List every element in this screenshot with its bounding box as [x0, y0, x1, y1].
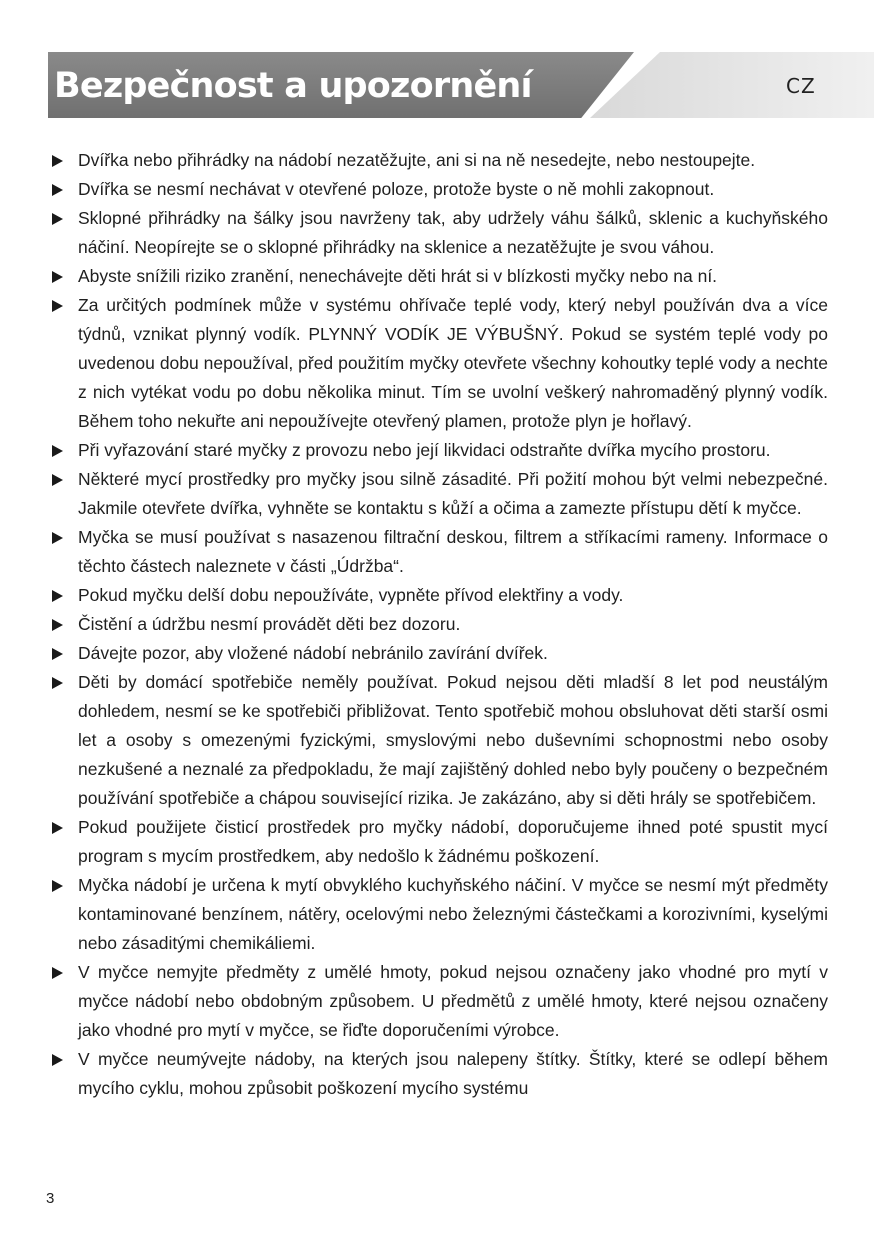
- list-item: [50, 581, 828, 610]
- triangle-bullet-icon: [52, 822, 63, 834]
- list-item-text: Pokud použijete čisticí prostředek pro myčky nádobí, doporučujeme ihned poté spustit mycí program s mycím prostředkem, aby nedošlo k žádnému poškození.: [78, 817, 828, 866]
- list-item: [50, 668, 828, 813]
- triangle-bullet-icon: [52, 271, 63, 283]
- list-item: [50, 813, 828, 871]
- list-item-text: Myčka se musí používat s nasazenou filtrační deskou, filtrem a stříkacími rameny. Informace o těchto částech naleznete v části „Údržba“.: [78, 527, 828, 576]
- triangle-bullet-icon: [52, 590, 63, 602]
- list-item: [50, 436, 828, 465]
- triangle-bullet-icon: [52, 1054, 63, 1066]
- list-item-text: Sklopné přihrádky na šálky jsou navrženy tak, aby udržely váhu šálků, sklenic a kuchyňského náčiní. Neopírejte se o sklopné přihrádky na sklenice a nezatěžujte je svou váhou.: [78, 208, 828, 257]
- header-gray-band: [590, 52, 874, 118]
- list-item: [50, 262, 828, 291]
- list-item-text: Dávejte pozor, aby vložené nádobí nebránilo zavírání dvířek.: [78, 643, 548, 663]
- list-item-text: Děti by domácí spotřebiče neměly používat. Pokud nejsou děti mladší 8 let pod neustálým dohledem, nesmí se ke spotřebiči přibližovat. Tento spotřebič mohou obsluhovat děti starší osmi let a osoby s omezenými fyzickými, smyslovými nebo duševními schopnostmi nebo osoby nezkušené a neznalé za předpokladu, že mají zajištěný dohled nebo byly poučeny o bezpečném používání spotřebiče a chápou související rizika. Je zakázáno, aby si děti hrály se spotřebičem.: [78, 672, 828, 808]
- language-label: CZ: [786, 74, 816, 98]
- triangle-bullet-icon: [52, 677, 63, 689]
- list-item: [50, 146, 828, 175]
- triangle-bullet-icon: [52, 880, 63, 892]
- list-item-text: Při vyřazování staré myčky z provozu nebo její likvidaci odstraňte dvířka mycího prostoru.: [78, 440, 771, 460]
- list-item-text: Myčka nádobí je určena k mytí obvyklého kuchyňského náčiní. V myčce se nesmí mýt předměty kontaminované benzínem, nátěry, ocelovými nebo železnými částečkami a korozivními, kyselými nebo zásaditými chemikáliemi.: [78, 875, 828, 953]
- triangle-bullet-icon: [52, 474, 63, 486]
- list-item: [50, 523, 828, 581]
- triangle-bullet-icon: [52, 532, 63, 544]
- triangle-bullet-icon: [52, 213, 63, 225]
- triangle-bullet-icon: [52, 619, 63, 631]
- list-item-text: Za určitých podmínek může v systému ohřívače teplé vody, který nebyl používán dva a více týdnů, vznikat plynný vodík. PLYNNÝ VODÍK JE VÝBUŠNÝ. Pokud se systém teplé vody po uvedenou dobu nepoužíval, před použitím myčky otevřete všechny kohoutky teplé vody a nechte z nich vytékat vodu po dobu několika minut. Tím se uvolní veškerý nahromaděný plynný vodík. Během toho nekuřte ani nepoužívejte otevřený plamen, protože plyn je hořlavý.: [78, 295, 828, 431]
- list-item-text: Pokud myčku delší dobu nepoužíváte, vypněte přívod elektřiny a vody.: [78, 585, 624, 605]
- triangle-bullet-icon: [52, 184, 63, 196]
- list-item: [50, 465, 828, 523]
- page-number: 3: [46, 1190, 55, 1207]
- list-item: [50, 204, 828, 262]
- list-item: [50, 610, 828, 639]
- list-item: [50, 871, 828, 958]
- list-item: [50, 1045, 828, 1103]
- list-item-text: V myčce nemyjte předměty z umělé hmoty, pokud nejsou označeny jako vhodné pro mytí v myčce nádobí nebo obdobným způsobem. U předmětů z umělé hmoty, které nejsou označeny jako vhodné pro mytí v myčce, se řiďte doporučeními výrobce.: [78, 962, 828, 1040]
- warning-list: [50, 146, 828, 1103]
- triangle-bullet-icon: [52, 648, 63, 660]
- triangle-bullet-icon: [52, 967, 63, 979]
- page-title: Bezpečnost a upozornění: [54, 66, 532, 106]
- list-item-text: V myčce neumývejte nádoby, na kterých jsou nalepeny štítky. Štítky, které se odlepí během mycího cyklu, mohou způsobit poškození mycího systému: [78, 1049, 828, 1098]
- list-item-text: Dvířka nebo přihrádky na nádobí nezatěžujte, ani si na ně nesedejte, nebo nestoupejte.: [78, 150, 756, 170]
- list-item: [50, 291, 828, 436]
- triangle-bullet-icon: [52, 445, 63, 457]
- list-item: [50, 639, 828, 668]
- list-item: [50, 958, 828, 1045]
- list-item-text: Abyste snížili riziko zranění, nenechávejte děti hrát si v blízkosti myčky nebo na ní.: [78, 266, 718, 286]
- list-item-text: Dvířka se nesmí nechávat v otevřené poloze, protože byste o ně mohli zakopnout.: [78, 179, 715, 199]
- list-item-text: Čistění a údržbu nesmí provádět děti bez dozoru.: [78, 614, 461, 634]
- list-item-text: Některé mycí prostředky pro myčky jsou silně zásadité. Při požití mohou být velmi nebezpečné. Jakmile otevřete dvířka, vyhněte se kontaktu s kůží a očima a zamezte přístupu dětí k myčce.: [78, 469, 828, 518]
- list-item: [50, 175, 828, 204]
- triangle-bullet-icon: [52, 300, 63, 312]
- triangle-bullet-icon: [52, 155, 63, 167]
